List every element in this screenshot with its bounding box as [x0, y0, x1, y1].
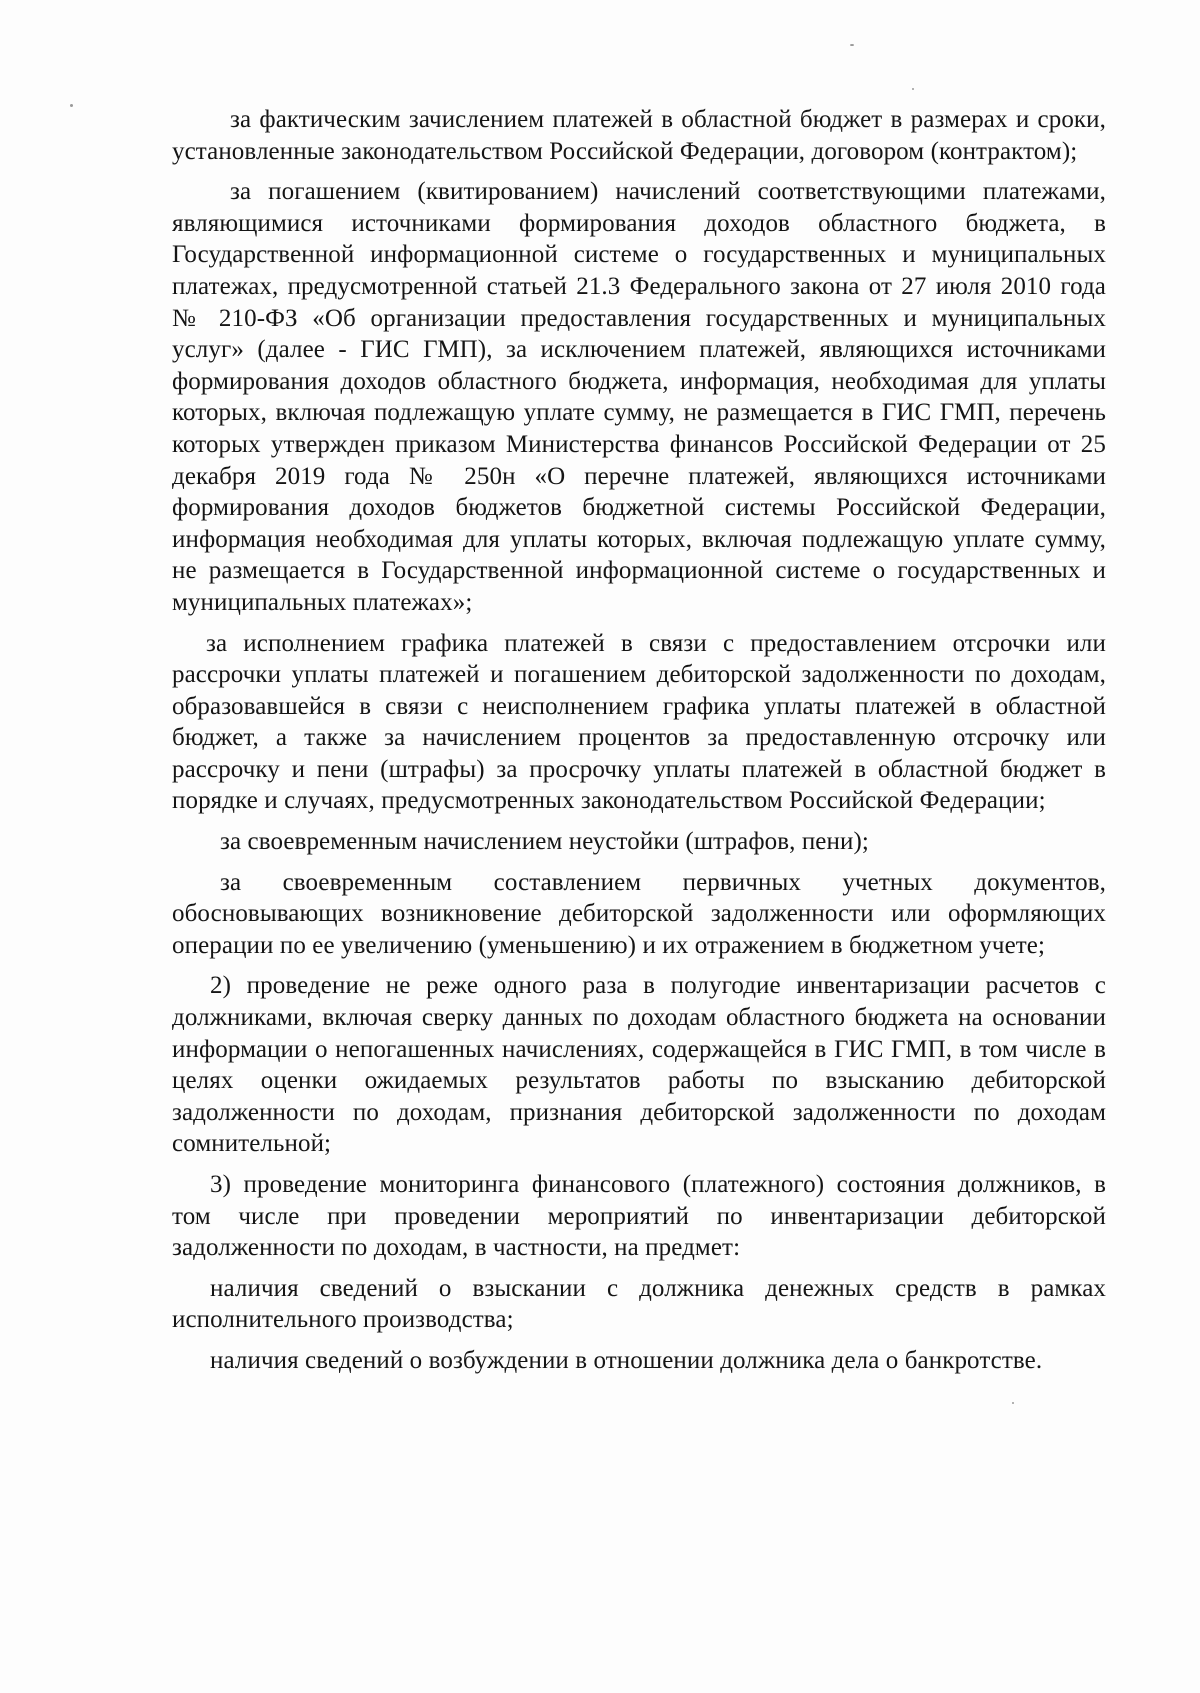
paragraph-primary-documents: за своевременным составлением первичных учетных документов, обосновывающих возникновение дебиторской задолженности или оформляющих операции по ее увеличению (уменьшению) и их отражением в бюджетном учете;	[172, 868, 1106, 959]
paragraph-item-2-inventory: 2) проведение не реже одного раза в полугодие инвентаризации расчетов с должниками, включая сверку данных по доходам областного бюджета на основании информации о непогашенных начислениях, содержащейся в ГИС ГМП, в том числе в целях оценки ожидаемых результатов работы по взысканию дебиторской задолженности по доходам, признания дебиторской задолженности по доходам сомнительной;	[172, 972, 1106, 1158]
paragraph-settlement-gis-gmp: за погашением (квитированием) начислений соответствующими платежами, являющимися источниками формирования доходов областного бюджета, в Государственной информационной системе о государственных и муниципальных платежах, предусмотренной статьей 21.3 Федерального закона от 27 июля 2010 года № 210-ФЗ «Об организации предоставления государственных и муниципальных услуг» (далее - ГИС ГМП), за исключением платежей, являющихся источниками формирования доходов областного бюджета, информация, необходимая для уплаты которых, включая подлежащую уплате сумму, не размещается в ГИС ГМП, перечень которых утвержден приказом Министерства финансов Российской Федерации от 25 декабря 2019 года № 250н «О перечне платежей, являющихся источниками формирования доходов бюджетов бюджетной системы Российской Федерации, информация необходимая для уплаты которых, включая подлежащую уплате сумму, не размещается в Государственной информационной системе о государственных и муниципальных платежах»;	[172, 178, 1106, 616]
paragraph-actual-crediting: за фактическим зачислением платежей в областной бюджет в размерах и сроки, установленные законодательством Российской Федерации, договором (контрактом);	[172, 106, 1106, 165]
document-body	[172, 104, 1106, 1386]
scan-speck	[70, 104, 73, 107]
paragraph-bankruptcy-info: наличия сведений о возбуждении в отношении должника дела о банкротстве.	[210, 1346, 1043, 1374]
paragraph-payment-schedule: за исполнением графика платежей в связи с предоставлением отсрочки или рассрочки уплаты платежей и погашением дебиторской задолженности по доходам, образовавшейся в связи с неисполнением графика уплаты платежей в областной бюджет, а также за начислением процентов за предоставленную отсрочку или рассрочку и пени (штрафы) за просрочку уплаты платежей в областной бюджет в порядке и случаях, предусмотренных законодательством Российской Федерации;	[172, 629, 1106, 815]
paragraph-item-3-monitoring: 3) проведение мониторинга финансового (платежного) состояния должников, в том числе при проведении мероприятий по инвентаризации дебиторской задолженности по доходам, в частности, на предмет:	[172, 1171, 1106, 1262]
scan-speck	[912, 88, 914, 90]
scan-speck	[1012, 1402, 1014, 1404]
paragraph-enforcement-info: наличия сведений о взыскании с должника денежных средств в рамках исполнительного производства;	[172, 1274, 1106, 1334]
paragraph-penalty-accrual: за своевременным начислением неустойки (штрафов, пени);	[220, 828, 869, 856]
scan-speck	[850, 44, 854, 46]
